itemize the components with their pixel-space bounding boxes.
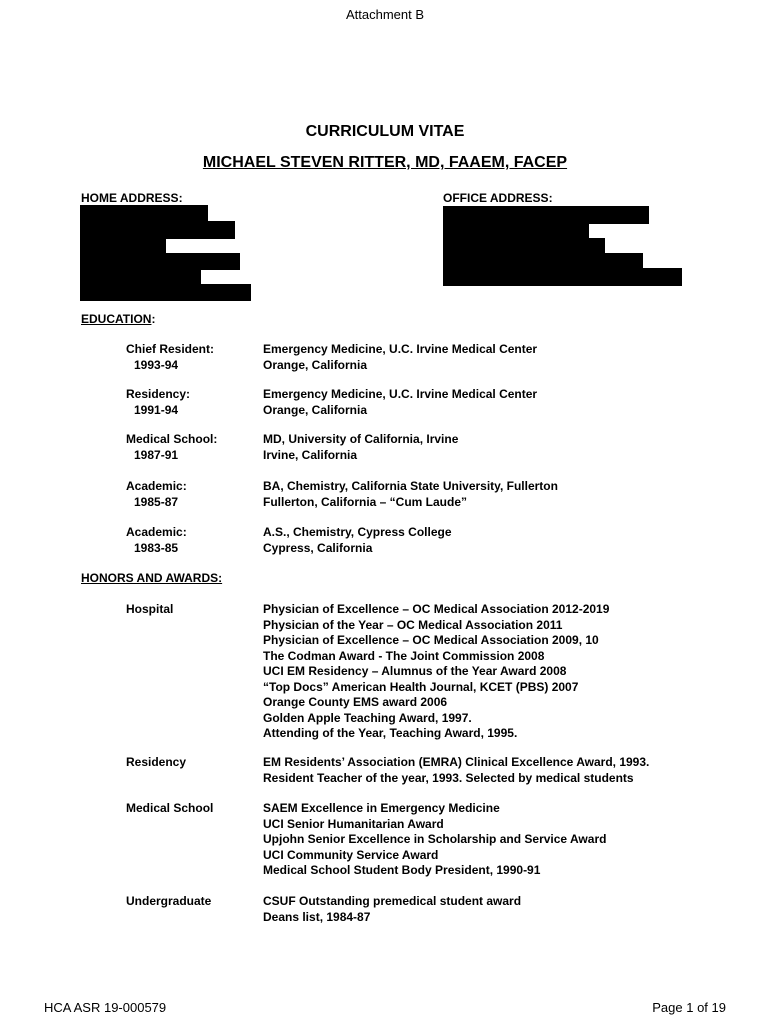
list-item: “Top Docs” American Health Journal, KCET (PBS) 2007 bbox=[263, 679, 579, 694]
list-item: Deans list, 1984-87 bbox=[263, 909, 371, 924]
honors-heading: HONORS AND AWARDS: bbox=[81, 571, 223, 585]
page-number-footer: Page 1 of 19 bbox=[652, 1000, 726, 1015]
list-item: EM Residents’ Association (EMRA) Clinical Excellence Award, 1993. bbox=[263, 755, 650, 769]
list-item: Orange County EMS award 2006 bbox=[263, 695, 448, 709]
list-item: Resident Teacher of the year, 1993. Selected by medical students bbox=[263, 770, 634, 785]
list-item: UCI EM Residency – Alumnus of the Year Award 2008 bbox=[263, 664, 567, 678]
document-id-footer: HCA ASR 19-000579 bbox=[44, 1000, 167, 1015]
education-detail-4: A.S., Chemistry, Cypress College Cypress, California bbox=[263, 525, 452, 555]
person-name: MICHAEL STEVEN RITTER, MD, FAAEM, FACEP bbox=[202, 154, 568, 171]
honors-label-medical-school: Medical School bbox=[126, 801, 214, 815]
document-title: CURRICULUM VITAE bbox=[305, 123, 465, 140]
list-item: UCI Senior Humanitarian Award bbox=[263, 816, 444, 831]
list-item: UCI Community Service Award bbox=[263, 847, 439, 862]
education-detail-2: MD, University of California, Irvine Irvine, California bbox=[263, 432, 459, 462]
list-item: Medical School Student Body President, 1990-91 bbox=[263, 863, 541, 877]
list-item: The Codman Award - The Joint Commission 2008 bbox=[263, 648, 545, 663]
education-label-3: Academic: 1985-87 bbox=[126, 479, 187, 509]
list-item: Upjohn Senior Excellence in Scholarship and Service Award bbox=[263, 832, 607, 846]
education-heading: EDUCATION: bbox=[81, 312, 156, 326]
education-label-1: Residency: 1991-94 bbox=[126, 387, 191, 417]
education-label-4: Academic: 1983-85 bbox=[126, 525, 187, 555]
honors-label-undergraduate: Undergraduate bbox=[126, 894, 212, 908]
attachment-label: Attachment B bbox=[345, 7, 425, 22]
honors-list-residency bbox=[263, 755, 649, 786]
home-address-label: HOME ADDRESS: bbox=[81, 191, 183, 205]
education-detail-1: Emergency Medicine, U.C. Irvine Medical Center Orange, California bbox=[263, 387, 538, 417]
education-label-0: Chief Resident: 1993-94 bbox=[126, 342, 215, 372]
honors-label-hospital: Hospital bbox=[126, 602, 174, 616]
list-item: Physician of Excellence – OC Medical Association 2009, 10 bbox=[263, 633, 599, 647]
honors-label-residency: Residency bbox=[126, 755, 187, 769]
education-detail-3: BA, Chemistry, California State University, Fullerton Fullerton, California – “Cum Laude” bbox=[263, 479, 558, 509]
honors-list-undergraduate bbox=[263, 894, 521, 925]
honors-list-hospital bbox=[263, 602, 609, 742]
list-item: CSUF Outstanding premedical student award bbox=[263, 894, 522, 908]
list-item: Physician of the Year – OC Medical Association 2011 bbox=[263, 617, 563, 632]
list-item: Attending of the Year, Teaching Award, 1995. bbox=[263, 726, 518, 740]
list-item: Golden Apple Teaching Award, 1997. bbox=[263, 710, 472, 725]
office-address-label: OFFICE ADDRESS: bbox=[443, 191, 553, 205]
education-label-2: Medical School: 1987-91 bbox=[126, 432, 218, 462]
list-item: Physician of Excellence – OC Medical Association 2012-2019 bbox=[263, 602, 610, 616]
education-detail-0: Emergency Medicine, U.C. Irvine Medical Center Orange, California bbox=[263, 342, 538, 372]
list-item: SAEM Excellence in Emergency Medicine bbox=[263, 801, 500, 815]
honors-list-medical-school bbox=[263, 801, 606, 879]
